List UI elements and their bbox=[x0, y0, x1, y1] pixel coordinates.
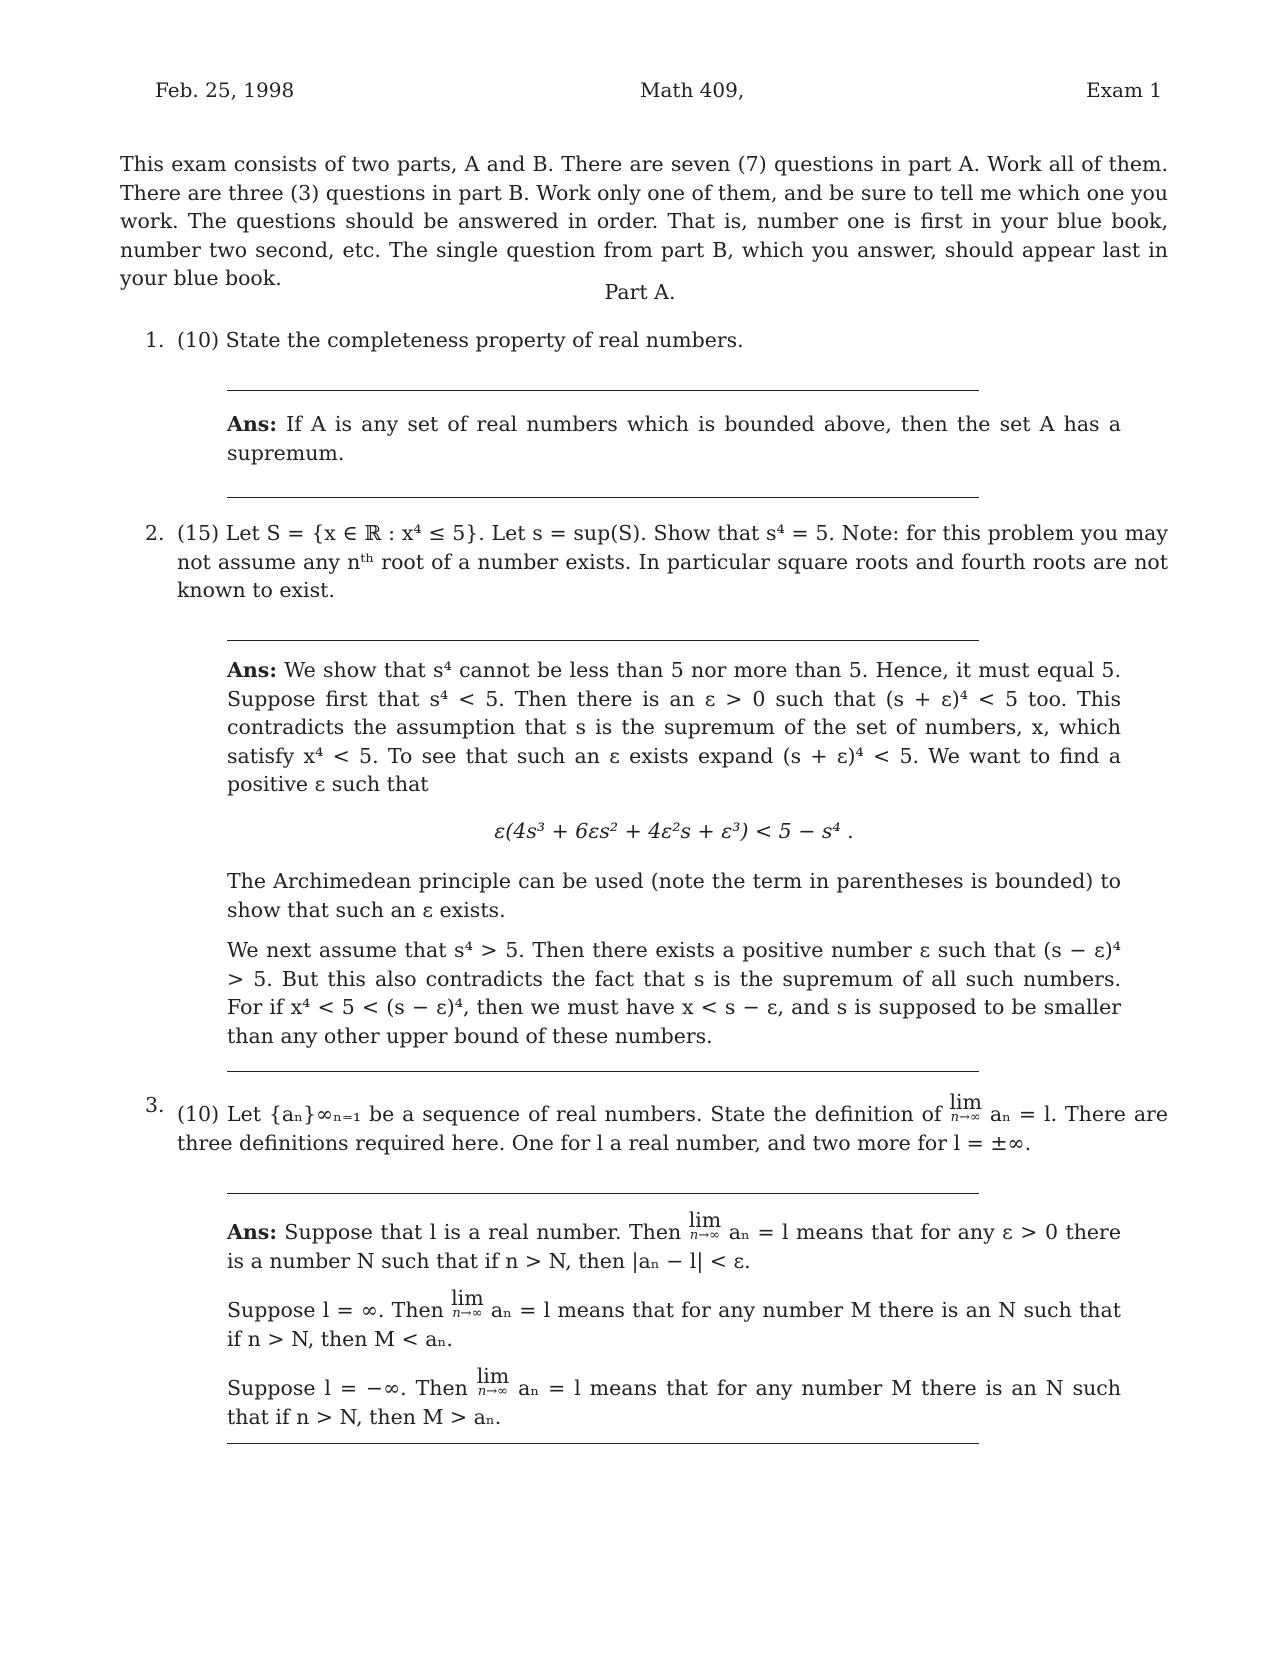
limit-subscript: n→∞ bbox=[950, 1110, 981, 1125]
limit-word: lim bbox=[476, 1364, 510, 1388]
question-1 bbox=[145, 326, 1168, 355]
answer-paragraph: We next assume that s⁴ > 5. Then there exists a positive number ε such that (s − ε)⁴ > 5. But this also contradicts the fact that s is the supremum of all such numbers. For if x⁴ < 5 < (s − ε)⁴, then we must have x < s − ε, and s is supposed to be smaller than any other upper bound of these numbers. bbox=[227, 938, 1121, 1048]
answer-2 bbox=[227, 656, 1121, 1062]
display-equation: ε(4s³ + 6εs² + 4ε²s + ε³) < 5 − s⁴ . bbox=[494, 818, 854, 843]
question-2 bbox=[145, 519, 1168, 605]
header-exam-title: Exam 1 bbox=[1086, 78, 1162, 102]
header-course: Math 409, bbox=[640, 78, 745, 102]
answer-1 bbox=[227, 410, 1121, 479]
answer-text-part: Suppose l = −∞. Then bbox=[227, 1376, 468, 1400]
exam-instructions: This exam consists of two parts, A and B. There are seven (7) questions in part A. Work all of them. There are three (3) questions in part B. Work only one of them, and be sure to tell me which one you work. The questions should be answered in order. That is, number one is first in your blue book, number two second, etc. The single question from part B, which you answer, should appear last in your blue book. bbox=[120, 152, 1168, 290]
answer-label: Ans: bbox=[227, 1220, 277, 1244]
question-number: 2. bbox=[145, 521, 165, 545]
question-text-part: aₙ = l. There are three definitions required here. One for l a real number, and two more for l = ±∞. bbox=[177, 1102, 1168, 1155]
part-a-heading: Part A. bbox=[604, 280, 676, 304]
limit-subscript: n→∞ bbox=[689, 1228, 721, 1243]
divider-rule bbox=[227, 1193, 979, 1194]
answer-3 bbox=[227, 1209, 1121, 1443]
question-3 bbox=[145, 1091, 1168, 1157]
limit-word: lim bbox=[688, 1208, 722, 1232]
question-text-part: (10) Let {aₙ}∞ₙ₌₁ be a sequence of real numbers. State the definition of bbox=[177, 1102, 942, 1126]
limit-notation bbox=[477, 1365, 510, 1397]
answer-text: If A is any set of real numbers which is bounded above, then the set A has a supremum. bbox=[227, 412, 1121, 465]
question-text: (10) State the completeness property of real numbers. bbox=[177, 328, 744, 352]
divider-rule bbox=[227, 390, 979, 391]
divider-rule bbox=[227, 497, 979, 498]
header-date: Feb. 25, 1998 bbox=[155, 78, 295, 102]
limit-notation bbox=[689, 1209, 722, 1241]
question-number: 1. bbox=[145, 328, 165, 352]
limit-subscript: n→∞ bbox=[477, 1384, 509, 1399]
divider-rule bbox=[227, 640, 979, 641]
limit-notation bbox=[451, 1287, 484, 1319]
answer-text-part: aₙ = l means that for any ε > 0 there is a number N such that if n > N, then |aₙ − l| < ε. bbox=[227, 1220, 1121, 1273]
answer-text-part: Suppose that l is a real number. Then bbox=[284, 1220, 682, 1244]
answer-text-part: Suppose l = ∞. Then bbox=[227, 1298, 444, 1322]
question-text: (15) Let S = {x ∈ ℝ : x⁴ ≤ 5}. Let s = sup(S). Show that s⁴ = 5. Note: for this problem you may not assume any nᵗʰ root of a number exists. In particular square roots and fourth roots are not known to exist. bbox=[177, 521, 1168, 602]
limit-word: lim bbox=[451, 1286, 484, 1310]
page-header bbox=[0, 78, 1280, 108]
answer-paragraph: The Archimedean principle can be used (note the term in parentheses is bounded) to show that such an ε exists. bbox=[227, 869, 1121, 922]
answer-label: Ans: bbox=[227, 412, 277, 436]
answer-text-part: aₙ = l means that for any number M there is an N such that if n > N, then M < aₙ. bbox=[227, 1298, 1121, 1351]
divider-rule bbox=[227, 1071, 979, 1072]
answer-paragraph: We show that s⁴ cannot be less than 5 nor more than 5. Hence, it must equal 5. Suppose first that s⁴ < 5. Then there is an ε > 0 such that (s + ε)⁴ < 5 too. This contradicts the assumption that s is the supremum of the set of numbers, x, which satisfy x⁴ < 5. To see that such an ε exists expand (s + ε)⁴ < 5. We want to find a positive ε such that bbox=[227, 658, 1121, 796]
limit-word: lim bbox=[949, 1090, 982, 1114]
limit-notation bbox=[949, 1091, 982, 1123]
limit-subscript: n→∞ bbox=[452, 1306, 483, 1321]
answer-text-part: aₙ = l means that for any number M there is an N such that if n > N, then M > aₙ. bbox=[227, 1376, 1121, 1429]
question-number: 3. bbox=[145, 1093, 165, 1117]
divider-rule bbox=[227, 1443, 979, 1444]
answer-label: Ans: bbox=[227, 658, 277, 682]
question-text bbox=[177, 1091, 1168, 1157]
